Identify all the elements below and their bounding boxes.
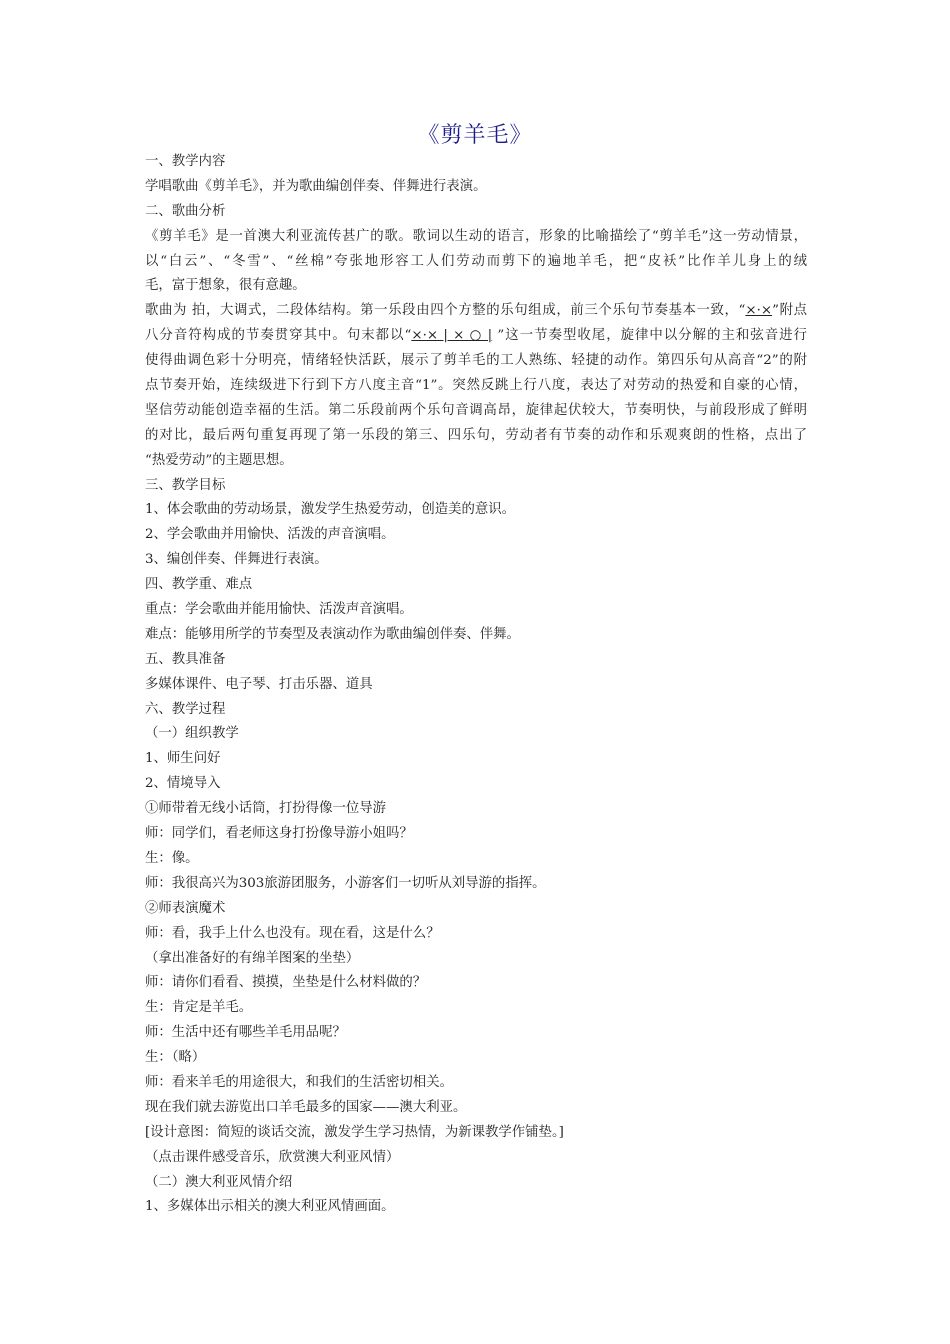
text-line: 师：看来羊毛的用途很大，和我们的生活密切相关。 [145, 1074, 453, 1090]
text-line: （一）组织教学 [145, 726, 239, 742]
text-line: 五、教具准备 [145, 651, 226, 667]
text-line: 坚信劳动能创造幸福的生活。第二乐段前两个乐句音调高昂，旋律起伏较大，节奏明快，与前段形成了鲜明 [145, 402, 807, 418]
text-line: 毛，富于想象，很有意趣。 [145, 278, 306, 294]
text-line: 师：看，我手上什么也没有。现在看，这是什么？ [145, 925, 440, 941]
text-line: 生：肯定是羊毛。 [145, 1000, 253, 1016]
text-line: 1、体会歌曲的劳动场景，激发学生热爱劳动，创造美的意识。 [145, 502, 516, 518]
text-line: （二）澳大利亚风情介绍 [145, 1174, 293, 1190]
text-line: ①师带着无线小话筒，打扮得像一位导游 [145, 801, 387, 817]
text-line: 歌曲为 拍，大调式，二段体结构。第一乐段由四个方整的乐句组成，前三个乐句节奏基本一致，“×·×”附点 [145, 303, 807, 319]
text-line: 四、教学重、难点 [145, 577, 253, 593]
text-line: 重点：学会歌曲并能用愉快、活泼声音演唱。 [145, 602, 413, 618]
document-body [145, 150, 807, 1220]
text-line: [设计意图：简短的谈话交流，激发学生学习热情，为新课教学作铺垫。] [145, 1124, 564, 1140]
rhythm-notation: ×·× | × ○ | [411, 328, 493, 344]
text-line: 生：（略） [145, 1050, 206, 1066]
text-line: 师：我很高兴为303旅游团服务，小游客们一切听从刘导游的指挥。 [145, 875, 546, 891]
rhythm-notation: ×·× [745, 303, 773, 319]
text-line: 2、情境导入 [145, 776, 221, 792]
text-line: （拿出准备好的有绵羊图案的坐垫） [145, 950, 360, 966]
text-line: 难点：能够用所学的节奏型及表演动作为歌曲编创伴奏、伴舞。 [145, 626, 520, 642]
text-line: 一、教学内容 [145, 154, 226, 169]
text-line: 点节奏开始，连续级进下行到下方八度主音“1”。突然反跳上行八度，表达了对劳动的热爱和自豪的心情， [145, 378, 807, 394]
document-title: 《剪羊毛》 [417, 123, 533, 148]
text-line: 师：请你们看看、摸摸，坐垫是什么材料做的？ [145, 975, 427, 991]
text-line: 3、编创伴奏、伴舞进行表演。 [145, 552, 328, 568]
text-line: 学唱歌曲《剪羊毛》，并为歌曲编创伴奏、伴舞进行表演。 [145, 178, 487, 194]
text-line: 的对比，最后两句重复再现了第一乐段的第三、四乐句，劳动者有节奏的动作和乐观爽朗的性格，点出了 [145, 427, 807, 443]
text-line: 二、歌曲分析 [145, 203, 226, 219]
text-line: 2、学会歌曲并用愉快、活泼的声音演唱。 [145, 527, 395, 543]
text-line: 生：像。 [145, 850, 199, 866]
text-line: 以“白云”、“冬雪”、“丝棉”夸张地形容工人们劳动而剪下的遍地羊毛，把“皮袄”比作羊儿身上的绒 [145, 253, 807, 269]
text-line: 1、多媒体出示相关的澳大利亚风情画面。 [145, 1199, 395, 1215]
text-line: 师：生活中还有哪些羊毛用品呢？ [145, 1025, 346, 1041]
text-line: “热爱劳动”的主题思想。 [145, 452, 293, 468]
text-line: 《剪羊毛》是一首澳大利亚流传甚广的歌。歌词以生动的语言，形象的比喻描绘了“剪羊毛”这一劳动情景， [145, 228, 807, 244]
text-line: 多媒体课件、电子琴、打击乐器、道具 [145, 676, 373, 692]
text-line: 现在我们就去游览出口羊毛最多的国家——澳大利亚。 [145, 1099, 467, 1115]
text-line: （点击课件感受音乐，欣赏澳大利亚风情） [145, 1149, 400, 1165]
text-line: 使得曲调色彩十分明亮，情绪轻快活跃，展示了剪羊毛的工人熟练、轻捷的动作。第四乐句从高音“2”的附 [145, 353, 807, 369]
text-line: 八分音符构成的节奏贯穿其中。句末都以“×·× | × ○ | ”这一节奏型收尾，旋律中以分解的主和弦音进行 [145, 328, 807, 344]
text-line: 师：同学们，看老师这身打扮像导游小姐吗？ [145, 826, 413, 842]
text-line: 六、教学过程 [145, 701, 226, 717]
text-line: 1、师生问好 [145, 751, 221, 767]
text-line: 三、教学目标 [145, 477, 226, 493]
text-line: ②师表演魔术 [145, 900, 226, 916]
